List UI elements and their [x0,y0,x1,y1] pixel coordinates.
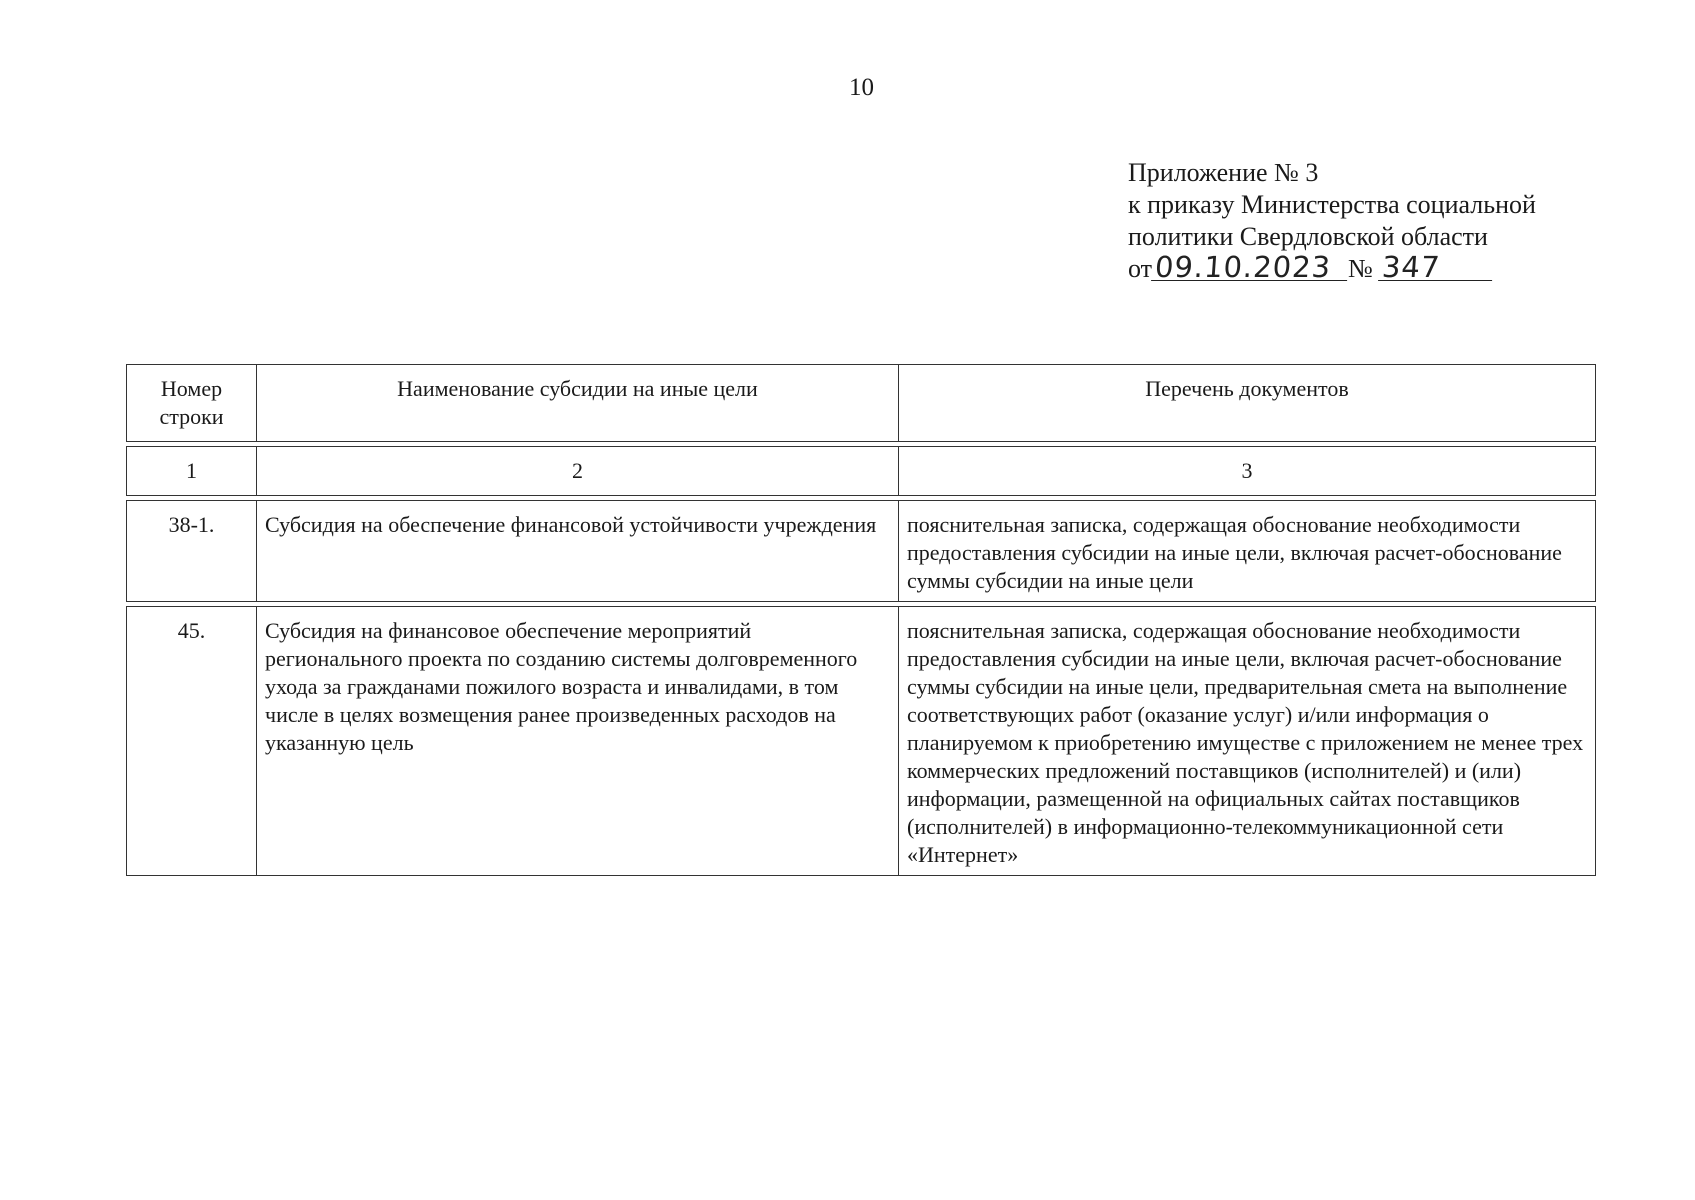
row-number: 38-1. [126,500,256,602]
appendix-title: Приложение № 3 [1128,158,1319,187]
table-row [126,606,1596,876]
appendix-ministry-line: политики Свердловской области [1128,222,1488,251]
subsidy-name: Субсидия на обеспечение финансовой устойчивости учреждения [256,500,898,602]
from-label: от [1128,254,1153,283]
appendix-block [1128,157,1536,285]
subsidy-name: Субсидия на финансовое обеспечение мероприятий регионального проекта по созданию системы долговременного ухода за гражданами пожилого возраста и инвалидами, в том числе в целях возмещения ранее произведенных расходов на указанную цель [256,606,898,876]
documents-table [126,360,1596,880]
column-number-3: 3 [898,446,1596,496]
handwritten-number: 347 [1378,254,1494,281]
table-header-row [126,364,1596,442]
document-list: пояснительная записка, содержащая обоснование необходимости предоставления субсидии на иные цели, включая расчет-обоснование суммы субсидии на иные цели [898,500,1596,602]
column-number-2: 2 [256,446,898,496]
handwritten-date: 09.10.2023 [1151,254,1349,281]
header-subsidy-name: Наименование субсидии на иные цели [256,364,898,442]
column-number-1: 1 [126,446,256,496]
number-sign: № [1348,254,1373,283]
page-number: 10 [849,74,874,101]
header-row-number: Номер строки [126,364,256,442]
header-documents: Перечень документов [898,364,1596,442]
appendix-date-line [1128,250,1536,285]
row-number: 45. [126,606,256,876]
appendix-order-line: к приказу Министерства социальной [1128,190,1536,219]
table-row [126,500,1596,602]
document-list: пояснительная записка, содержащая обоснование необходимости предоставления субсидии на иные цели, включая расчет-обоснование суммы субсидии на иные цели, предварительная смета на выполнение соответствующих работ (оказание услуг) и/или информация о планируемом к приобретению имуществе с приложением не менее трех коммерческих предложений поставщиков (исполнителей) и (или) информации, размещенной на официальных сайтах поставщиков (исполнителей) в информационно-телекоммуникационной сети «Интернет» [898,606,1596,876]
column-numbers-row [126,446,1596,496]
